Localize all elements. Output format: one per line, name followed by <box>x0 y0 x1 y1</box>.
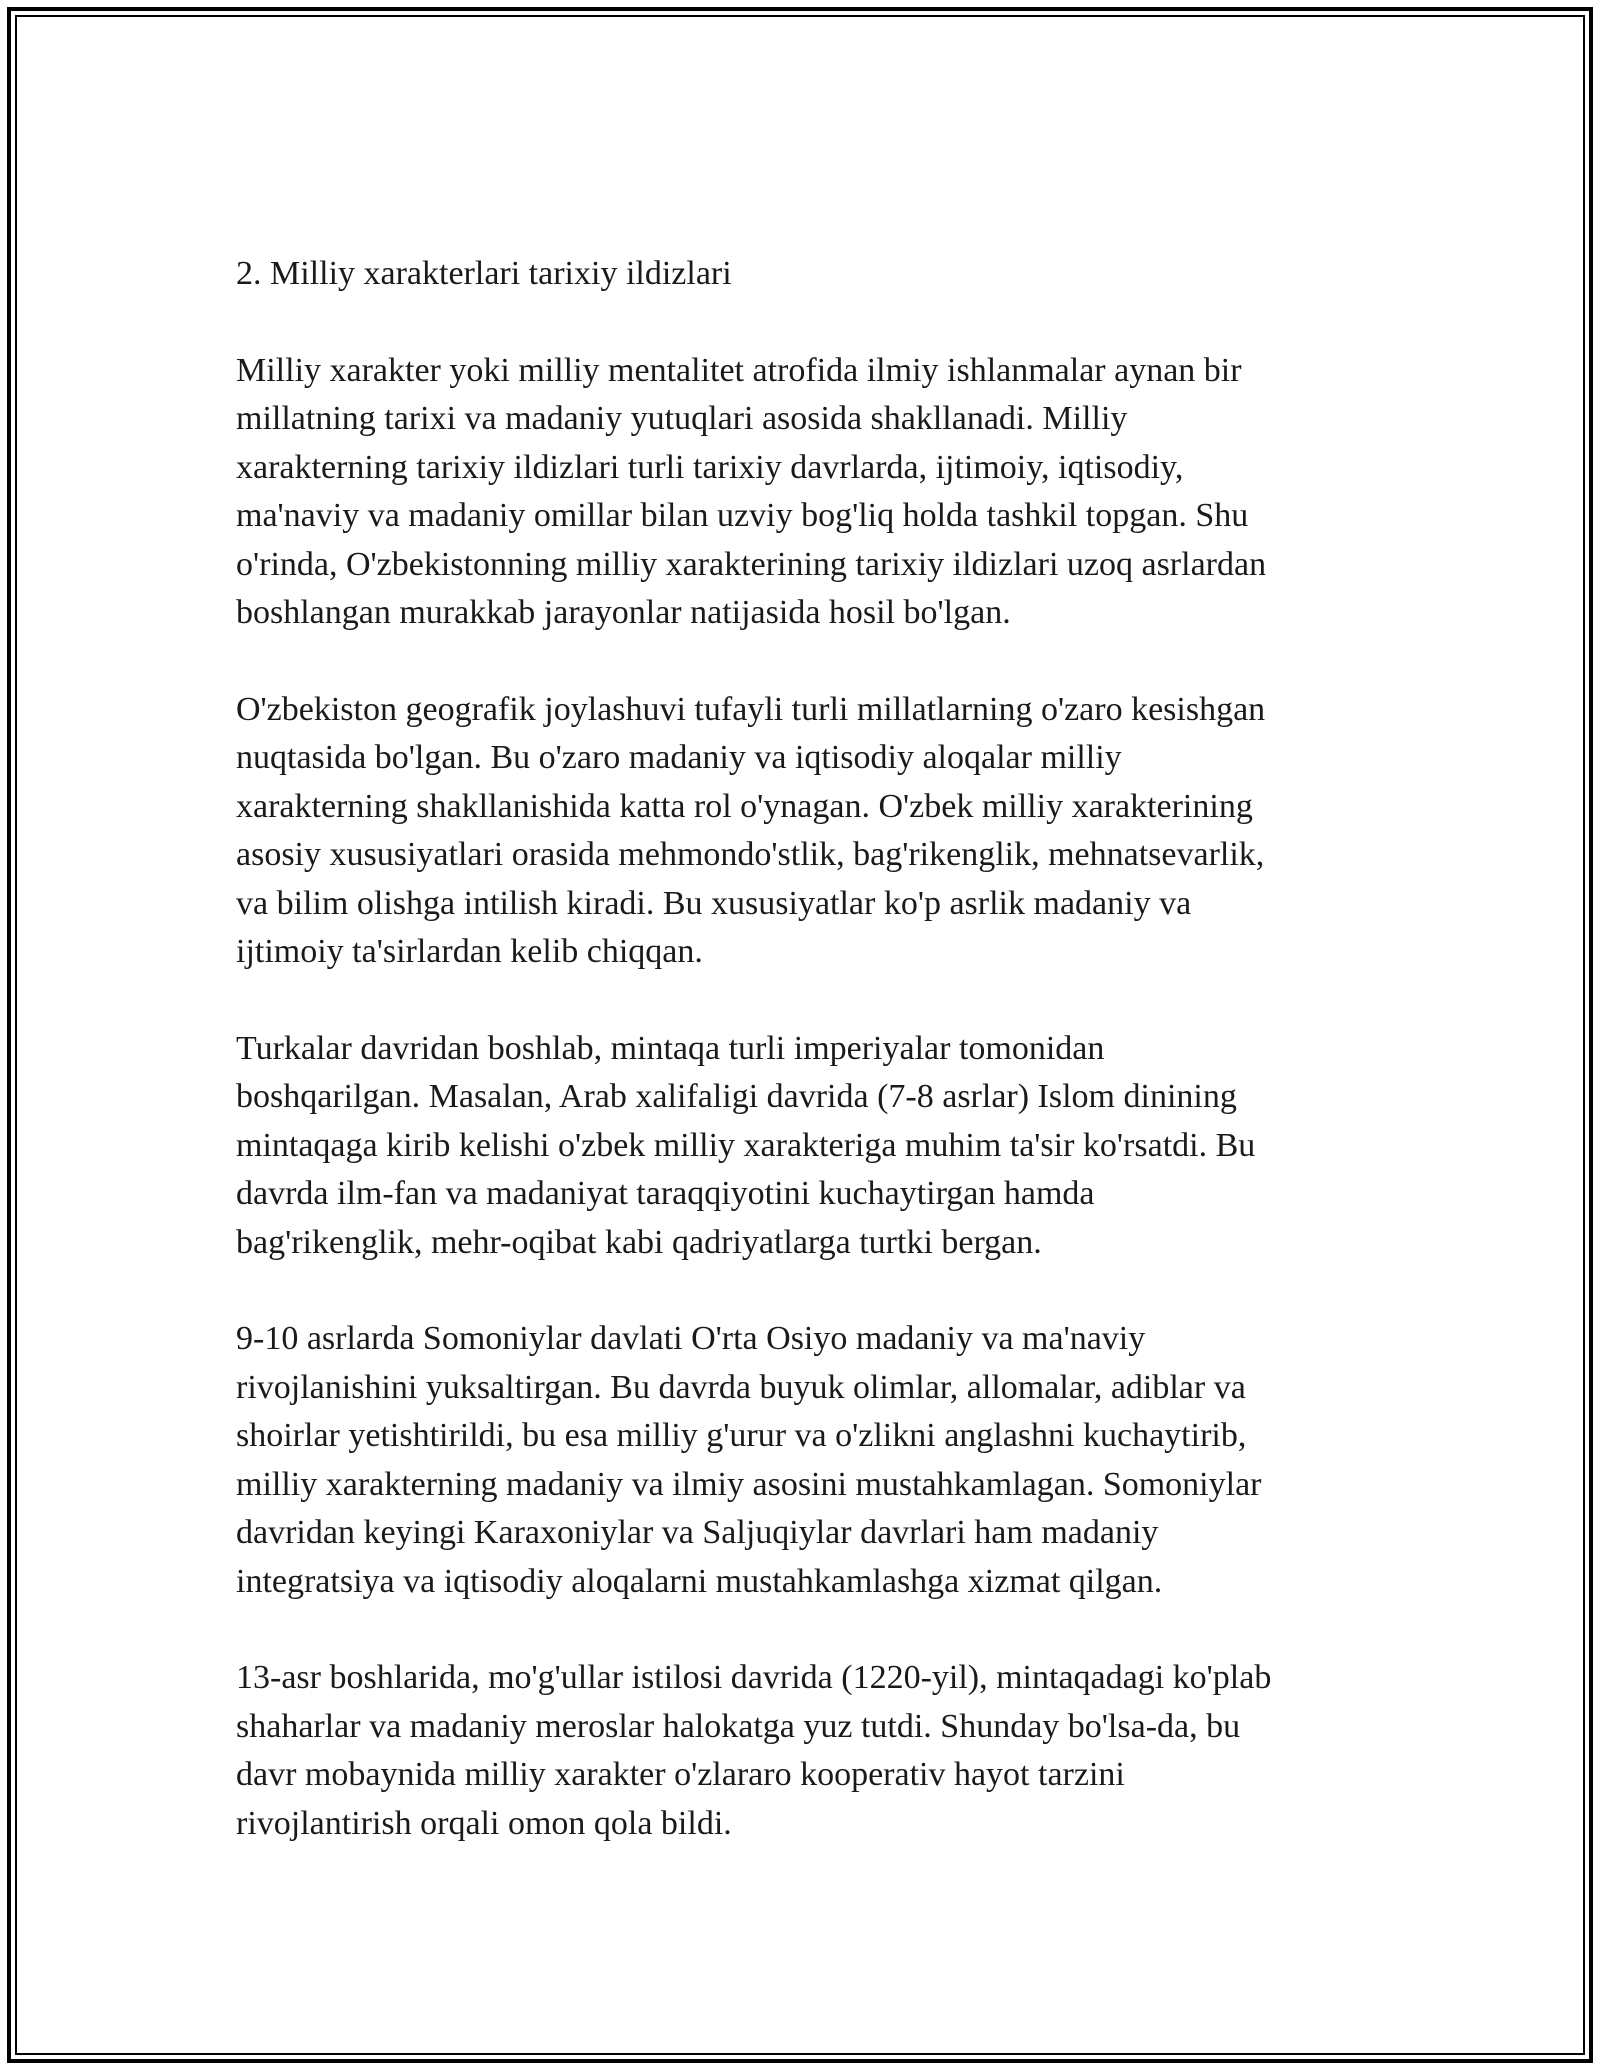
paragraph-line: boshqarilgan. Masalan, Arab xalifaligi davrida (7-8 asrlar) Islom dinining <box>236 1078 1237 1115</box>
paragraph-line: ijtimoiy ta'sirlardan kelib chiqqan. <box>236 933 703 970</box>
paragraph <box>236 1025 1366 1268</box>
paragraph-line: milliy xarakterning madaniy va ilmiy asosini mustahkamlagan. Somoniylar <box>236 1465 1262 1503</box>
paragraph-line: 9-10 asrlarda Somoniylar davlati O'rta Osiyo madaniy va ma'naviy <box>236 1320 1146 1357</box>
paragraph-line: ma'naviy va madaniy omillar bilan uzviy bog'liq holda tashkil topgan. Shu <box>236 497 1249 534</box>
paragraph-line: shaharlar va madaniy meroslar halokatga yuz tutdi. Shunday bo'lsa-da, bu <box>236 1707 1241 1745</box>
paragraph-line: davrda ilm-fan va madaniyat taraqqiyotini kuchaytirgan hamda <box>236 1175 1095 1212</box>
paragraph-line: O'zbekiston geografik joylashuvi tufayli turli millatlarning o'zaro kesishgan <box>236 690 1266 728</box>
paragraph-line: Turkalar davridan boshlab, mintaqa turli imperiyalar tomonidan <box>236 1029 1105 1067</box>
paragraph-line: mintaqaga kirib kelishi o'zbek milliy xarakteriga muhim ta'sir ko'rsatdi. Bu <box>236 1126 1256 1164</box>
paragraph-line: rivojlanishini yuksaltirgan. Bu davrda buyuk olimlar, allomalar, adiblar va <box>236 1368 1246 1406</box>
paragraph-line: davridan keyingi Karaxoniylar va Saljuqiylar davrlari ham madaniy <box>236 1514 1159 1551</box>
paragraph <box>236 686 1366 977</box>
section-heading: 2. Milliy xarakterlari tarixiy ildizlari <box>236 255 732 292</box>
paragraph-line: xarakterning tarixiy ildizlari turli tarixiy davrlarda, ijtimoiy, iqtisodiy, <box>236 448 1184 486</box>
paragraph-line: rivojlantirish orqali omon qola bildi. <box>236 1804 732 1842</box>
paragraph <box>236 347 1366 638</box>
paragraph-line: millatning tarixi va madaniy yutuqlari asosida shakllanadi. Milliy <box>236 400 1128 437</box>
paragraph <box>236 1315 1366 1606</box>
paragraph-list <box>236 347 1366 1849</box>
document-body <box>236 250 1366 1848</box>
paragraph-line: Milliy xarakter yoki milliy mentalitet atrofida ilmiy ishlanmalar aynan bir <box>236 351 1242 389</box>
paragraph-line: 13-asr boshlarida, mo'g'ullar istilosi davrida (1220-yil), mintaqadagi ko'plab <box>236 1659 1272 1696</box>
paragraph-line: va bilim olishga intilish kiradi. Bu xususiyatlar ko'p asrlik madaniy va <box>236 884 1192 922</box>
paragraph-line: boshlangan murakkab jarayonlar natijasida hosil bo'lgan. <box>236 594 1011 631</box>
paragraph <box>236 1654 1366 1848</box>
paragraph-line: shoirlar yetishtirildi, bu esa milliy g'urur va o'zlikni anglashni kuchaytirib, <box>236 1417 1247 1454</box>
paragraph-line: davr mobaynida milliy xarakter o'zlararo kooperativ hayot tarzini <box>236 1756 1125 1793</box>
paragraph-line: nuqtasida bo'lgan. Bu o'zaro madaniy va iqtisodiy aloqalar milliy <box>236 739 1122 776</box>
paragraph-line: asosiy xususiyatlari orasida mehmondo'stlik, bag'rikenglik, mehnatsevarlik, <box>236 836 1265 873</box>
paragraph-line: bag'rikenglik, mehr-oqibat kabi qadriyatlarga turtki bergan. <box>236 1223 1042 1261</box>
paragraph-line: o'rinda, O'zbekistonning milliy xarakterining tarixiy ildizlari uzoq asrlardan <box>236 545 1267 583</box>
paragraph-line: xarakterning shakllanishida katta rol o'ynagan. O'zbek milliy xarakterining <box>236 787 1253 825</box>
paragraph-line: integratsiya va iqtisodiy aloqalarni mustahkamlashga xizmat qilgan. <box>236 1562 1163 1600</box>
